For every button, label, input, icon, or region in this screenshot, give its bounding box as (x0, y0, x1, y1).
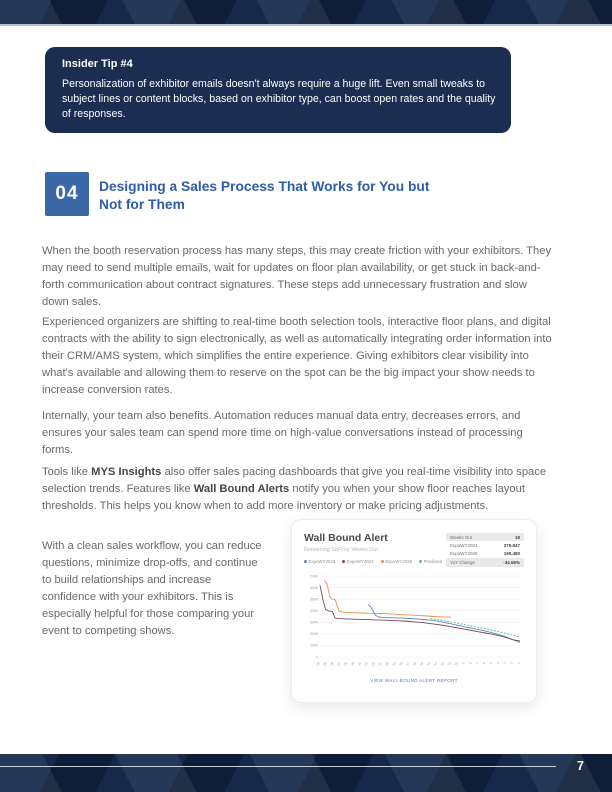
section-heading-line1: Designing a Sales Process That Works for You but (99, 179, 430, 194)
svg-text:11: 11 (446, 660, 452, 666)
paragraph-internal-benefits: Internally, your team also benefits. Automation reduces manual data entry, decreases errors, and ensures your sales team can spend more time on high-value conversations instead of processing forms. (42, 410, 523, 457)
svg-text:20: 20 (384, 660, 390, 666)
svg-text:26: 26 (343, 660, 349, 666)
tip-title: Insider Tip #4 (62, 58, 133, 70)
svg-text:4: 4 (495, 660, 501, 665)
svg-text:2: 2 (509, 660, 514, 665)
svg-text:500K: 500K (310, 596, 318, 601)
svg-text:400K: 400K (310, 608, 318, 613)
svg-text:12: 12 (439, 660, 445, 666)
stat-row: YoY Change -34.55% (446, 558, 524, 566)
svg-text:300K: 300K (310, 620, 318, 625)
chart-title-block (304, 532, 442, 564)
svg-text:30: 30 (315, 660, 321, 666)
paragraph-friction: When the booth reservation process has many steps, this may create friction with your exhibitors. They may need to send multiple emails, wait for updates on floor plan availability, or get stuck in back-and-forth communication about contract signatures. These steps add unnecessary frustration and slow down sales. (42, 245, 552, 309)
svg-text:28: 28 (329, 660, 335, 666)
legend-item: ExpoWY2024 (342, 559, 373, 564)
chart-legend (304, 559, 442, 564)
svg-text:24: 24 (356, 660, 363, 666)
wall-bound-alert-card (291, 519, 537, 703)
section-heading-line2: Not for Them (99, 196, 185, 212)
svg-text:700K: 700K (310, 573, 318, 578)
chart-subtitle: Remaining SqFt by Weeks Out (304, 547, 378, 553)
paragraph-mys-insights: Tools like MYS Insights also offer sales pacing dashboards that give you real-time visibility into space selection trends. Features like Wall Bound Alerts notify you when your show floor reaches layout thresholds. This helps you know when to add more inventory or make pricing adjustments. (42, 466, 547, 513)
svg-text:7: 7 (475, 660, 480, 665)
svg-text:5: 5 (488, 660, 494, 665)
svg-text:1: 1 (516, 660, 521, 665)
svg-text:16: 16 (412, 660, 418, 666)
footer-rule (0, 766, 556, 767)
section-number-badge: 04 (45, 172, 89, 216)
svg-text:10: 10 (453, 660, 459, 666)
chart-title: Wall Bound Alert (304, 532, 388, 544)
legend-item: ExpoWY2025 (381, 559, 412, 564)
svg-text:13: 13 (432, 660, 439, 666)
insider-tip-box (45, 47, 511, 133)
svg-text:17: 17 (405, 660, 411, 666)
legend-item: ExpoWY2023 (304, 559, 335, 564)
stat-row: ExpoWY2024 275,847 (450, 543, 520, 549)
paragraph-real-time-tools: Experienced organizers are shifting to real-time booth selection tools, interactive floor plans, and digital contracts with the ability to sign electronically, as well as automatically integrating order information into their CRM/AMS system, which simplifies the entire experience. Giving exhibitors clear visibility into what's available and allowing them to reserve on the spot can be the big impact your show needs to increase conversion rates. (42, 316, 552, 397)
svg-text:25: 25 (349, 660, 356, 666)
svg-text:3: 3 (502, 660, 508, 665)
svg-text:21: 21 (377, 660, 383, 666)
stat-row: ExpoWY2025 190,480 (450, 551, 520, 557)
stat-row: Weeks Out 18 (446, 533, 524, 541)
svg-text:100K: 100K (310, 643, 318, 648)
svg-text:19: 19 (391, 660, 397, 666)
svg-text:600K: 600K (310, 585, 318, 590)
paragraph-clean-workflow: With a clean sales workflow, you can reduce questions, minimize drop-offs, and continue to build relationships and increase confidence with your exhibitors. This is especially helpful for those comparing your event to competing shows. (42, 540, 262, 638)
svg-text:9: 9 (461, 660, 466, 665)
svg-text:0: 0 (316, 654, 318, 659)
svg-text:22: 22 (370, 660, 376, 666)
section-heading (99, 178, 529, 213)
chart-stats-table (446, 533, 524, 567)
tip-body: Personalization of exhibitor emails doesn't always require a huge lift. Even small tweaks to subject lines or content blocks, based on exhibitor type, can boost open rates and the quality of responses. (62, 78, 496, 121)
view-report-link[interactable]: VIEW WALL BOUND ALERT REPORT (370, 677, 458, 683)
header-band (0, 0, 612, 26)
svg-text:15: 15 (418, 660, 425, 666)
chart-card-header (304, 532, 524, 567)
footer-band (0, 754, 612, 792)
svg-text:14: 14 (425, 660, 432, 666)
svg-text:18: 18 (398, 660, 404, 666)
svg-text:29: 29 (322, 660, 328, 666)
svg-text:200K: 200K (310, 631, 318, 636)
svg-text:8: 8 (468, 660, 473, 665)
wall-bound-chart-svg (304, 571, 524, 677)
chart-plot-area (304, 571, 524, 677)
svg-text:23: 23 (363, 660, 370, 666)
legend-item: Predicted (419, 559, 442, 564)
svg-text:27: 27 (336, 660, 342, 666)
svg-text:6: 6 (482, 660, 487, 665)
page-number: 7 (577, 759, 584, 773)
